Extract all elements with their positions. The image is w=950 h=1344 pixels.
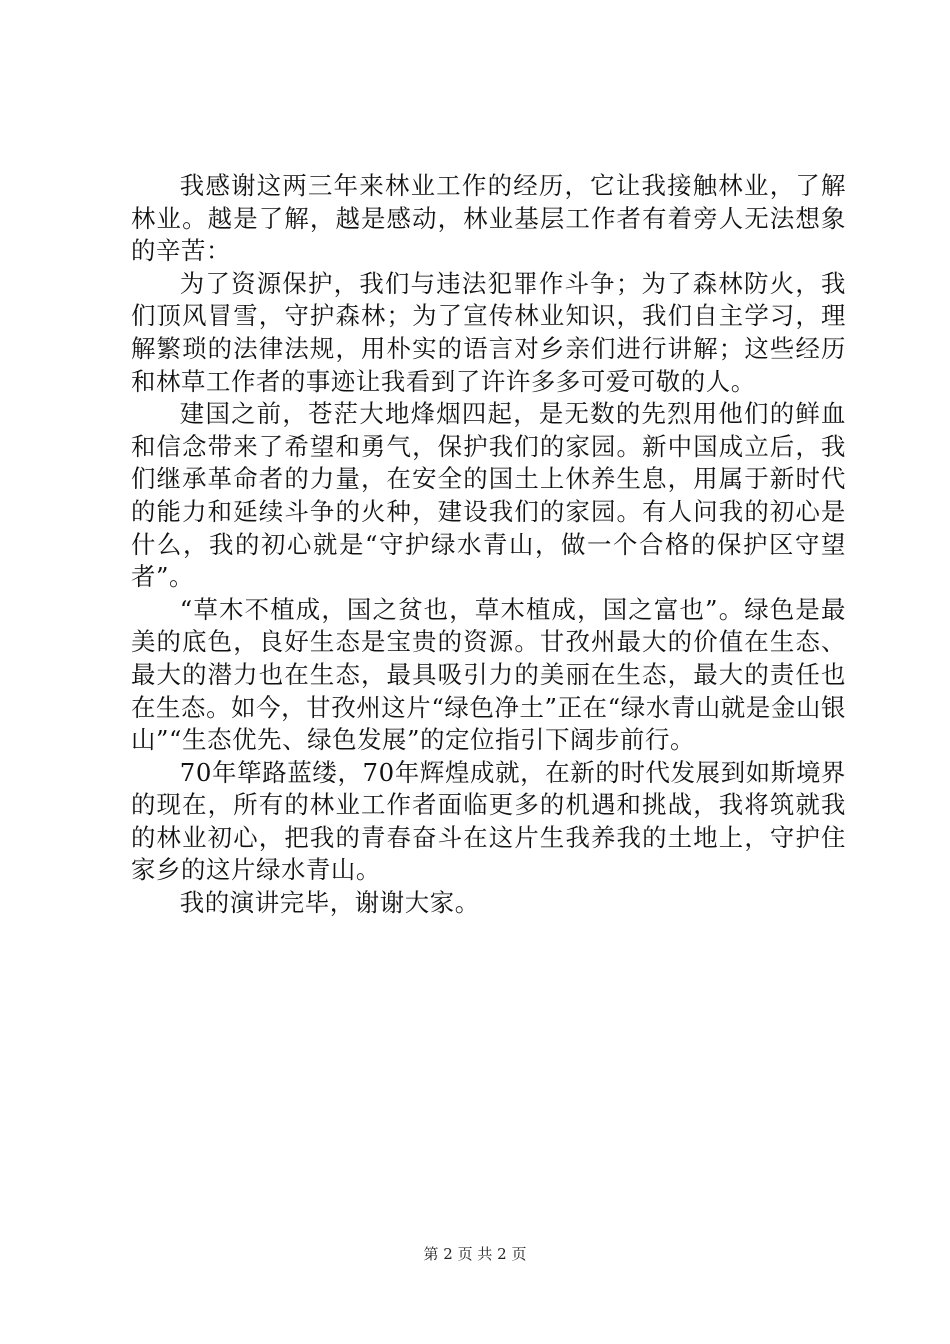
page-number-footer: 第 2 页 共 2 页 <box>423 1245 527 1263</box>
paragraph-gratitude: 我感谢这两三年来林业工作的经历，它让我接触林业，了解林业。越是了解，越是感动，林业基层工作者有着旁人无法想象的辛苦： <box>131 171 846 266</box>
paragraph-ecology: “草木不植成，国之贫也，草木植成，国之富也”。绿色是最美的底色，良好生态是宝贵的资源。甘孜州最大的价值在生态、最大的潜力也在生态，最具吸引力的美丽在生态，最大的责任也在生态。如今，甘孜州这片“绿色净土”正在“绿水青山就是金山银山”“生态优先、绿色发展”的定位指引下阔步前行。 <box>131 594 846 755</box>
paragraph-closing: 我的演讲完毕，谢谢大家。 <box>179 888 480 918</box>
paragraph-history: 建国之前，苍茫大地烽烟四起，是无数的先烈用他们的鲜血和信念带来了希望和勇气，保护我们的家园。新中国成立后，我们继承革命者的力量，在安全的国土上休养生息，用属于新时代的能力和延续斗争的火种，建设我们的家园。有人问我的初心是什么，我的初心就是“守护绿水青山，做一个合格的保护区守望者”。 <box>131 399 846 592</box>
paragraph-anniversary: 70年筚路蓝缕，70年辉煌成就，在新的时代发展到如斯境界的现在，所有的林业工作者面临更多的机遇和挑战，我将筑就我的林业初心，把我的青春奋斗在这片生我养我的土地上，守护住家乡的这片绿水青山。 <box>131 757 846 885</box>
document-body <box>131 170 846 920</box>
paragraph-work-experience: 为了资源保护，我们与违法犯罪作斗争；为了森林防火，我们顶风冒雪，守护森林；为了宣传林业知识，我们自主学习，理解繁琐的法律法规，用朴实的语言对乡亲们进行讲解；这些经历和林草工作者的事迹让我看到了许许多多可爱可敬的人。 <box>131 268 846 396</box>
